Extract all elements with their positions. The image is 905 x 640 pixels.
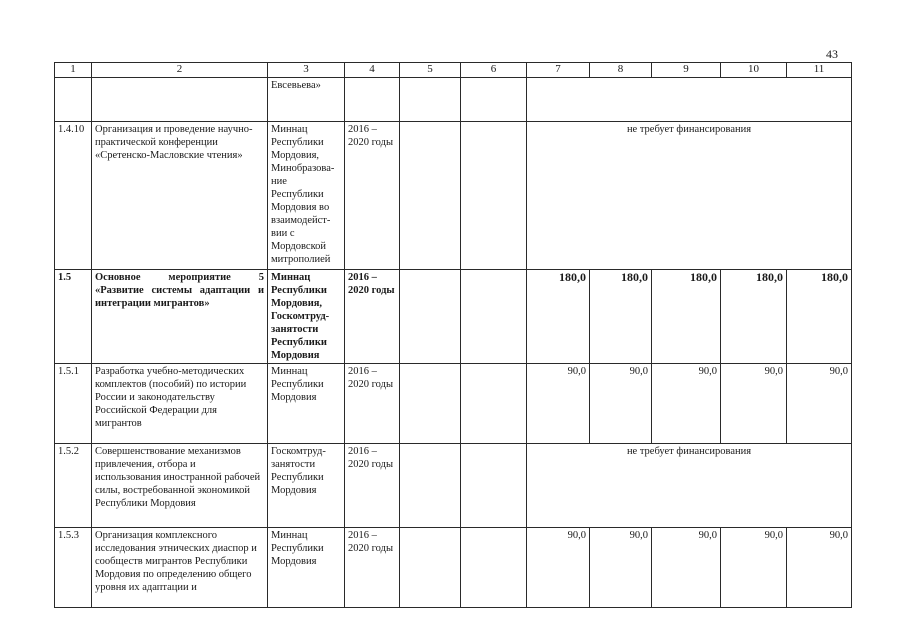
amount-col10: 90,0 — [721, 364, 787, 444]
row-col5 — [400, 122, 461, 270]
row-period: 2016 – 2020 годы — [345, 528, 400, 608]
amount-col7: 180,0 — [527, 270, 590, 364]
row-period: 2016 – 2020 годы — [345, 270, 400, 364]
amount-col9: 90,0 — [652, 528, 721, 608]
row-col5 — [400, 270, 461, 364]
financing-note: не требует финансирования — [527, 122, 852, 270]
row-col6 — [461, 528, 527, 608]
row-name: Организация комплексного исследования этнических диаспор и сообществ мигрантов Республики Мордовия по определению общего уровня их адаптации и — [92, 528, 268, 608]
row-col6 — [461, 444, 527, 528]
row-executor: Миннац Республики Мордовия — [268, 528, 345, 608]
row-col6 — [461, 122, 527, 270]
table-row — [55, 122, 852, 270]
amount-col8: 90,0 — [590, 364, 652, 444]
row-number: 1.5.2 — [55, 444, 92, 528]
row-financing-empty — [527, 78, 852, 122]
row-executor: Миннац Республики Мордовия, Минобразова-ние Республики Мордовия во взаимодейст-вии с Мордовской митрополией — [268, 122, 345, 270]
amount-col7: 90,0 — [527, 364, 590, 444]
row-name: Организация и проведение научно-практической конференции «Сретенско-Масловские чтения» — [92, 122, 268, 270]
col-header: 6 — [461, 63, 527, 78]
col-header: 4 — [345, 63, 400, 78]
row-executor: Миннац Республики Мордовия — [268, 364, 345, 444]
col-header: 1 — [55, 63, 92, 78]
table-row — [55, 78, 852, 122]
row-col5 — [400, 364, 461, 444]
amount-col7: 90,0 — [527, 528, 590, 608]
row-number: 1.4.10 — [55, 122, 92, 270]
col-header: 8 — [590, 63, 652, 78]
row-name — [92, 78, 268, 122]
financing-note: не требует финансирования — [527, 444, 852, 528]
table-row — [55, 270, 852, 364]
row-col5 — [400, 528, 461, 608]
col-header: 7 — [527, 63, 590, 78]
row-col5 — [400, 78, 461, 122]
row-name: Основное мероприятие 5 «Развитие системы адаптации и интеграции мигрантов» — [92, 270, 268, 364]
header-row — [55, 63, 852, 78]
amount-col9: 90,0 — [652, 364, 721, 444]
row-col5 — [400, 444, 461, 528]
row-period: 2016 – 2020 годы — [345, 122, 400, 270]
amount-col8: 90,0 — [590, 528, 652, 608]
row-period: 2016 – 2020 годы — [345, 364, 400, 444]
col-header: 10 — [721, 63, 787, 78]
amount-col11: 90,0 — [787, 364, 852, 444]
col-header: 2 — [92, 63, 268, 78]
amount-col11: 90,0 — [787, 528, 852, 608]
col-header: 3 — [268, 63, 345, 78]
amount-col8: 180,0 — [590, 270, 652, 364]
col-header: 5 — [400, 63, 461, 78]
amount-col10: 180,0 — [721, 270, 787, 364]
program-table — [54, 62, 852, 608]
row-col6 — [461, 270, 527, 364]
row-executor: Госкомтруд-занятости Республики Мордовия — [268, 444, 345, 528]
row-number: 1.5.3 — [55, 528, 92, 608]
row-col6 — [461, 78, 527, 122]
row-col6 — [461, 364, 527, 444]
row-name: Разработка учебно-методических комплектов (пособий) по истории России и законодательству Российской Федерации для мигрантов — [92, 364, 268, 444]
row-number — [55, 78, 92, 122]
amount-col9: 180,0 — [652, 270, 721, 364]
row-period — [345, 78, 400, 122]
table-row — [55, 528, 852, 608]
col-header: 9 — [652, 63, 721, 78]
row-number: 1.5 — [55, 270, 92, 364]
page-number: 43 — [826, 47, 838, 61]
row-number: 1.5.1 — [55, 364, 92, 444]
col-header: 11 — [787, 63, 852, 78]
table-row — [55, 364, 852, 444]
row-period: 2016 – 2020 годы — [345, 444, 400, 528]
row-executor: Евсевьева» — [268, 78, 345, 122]
row-name: Совершенствование механизмов привлечения, отбора и использования иностранной рабочей силы, востребованной экономикой Республики Мордовия — [92, 444, 268, 528]
amount-col10: 90,0 — [721, 528, 787, 608]
amount-col11: 180,0 — [787, 270, 852, 364]
row-executor: Миннац Республики Мордовия, Госкомтруд-занятости Республики Мордовия — [268, 270, 345, 364]
table-row — [55, 444, 852, 528]
